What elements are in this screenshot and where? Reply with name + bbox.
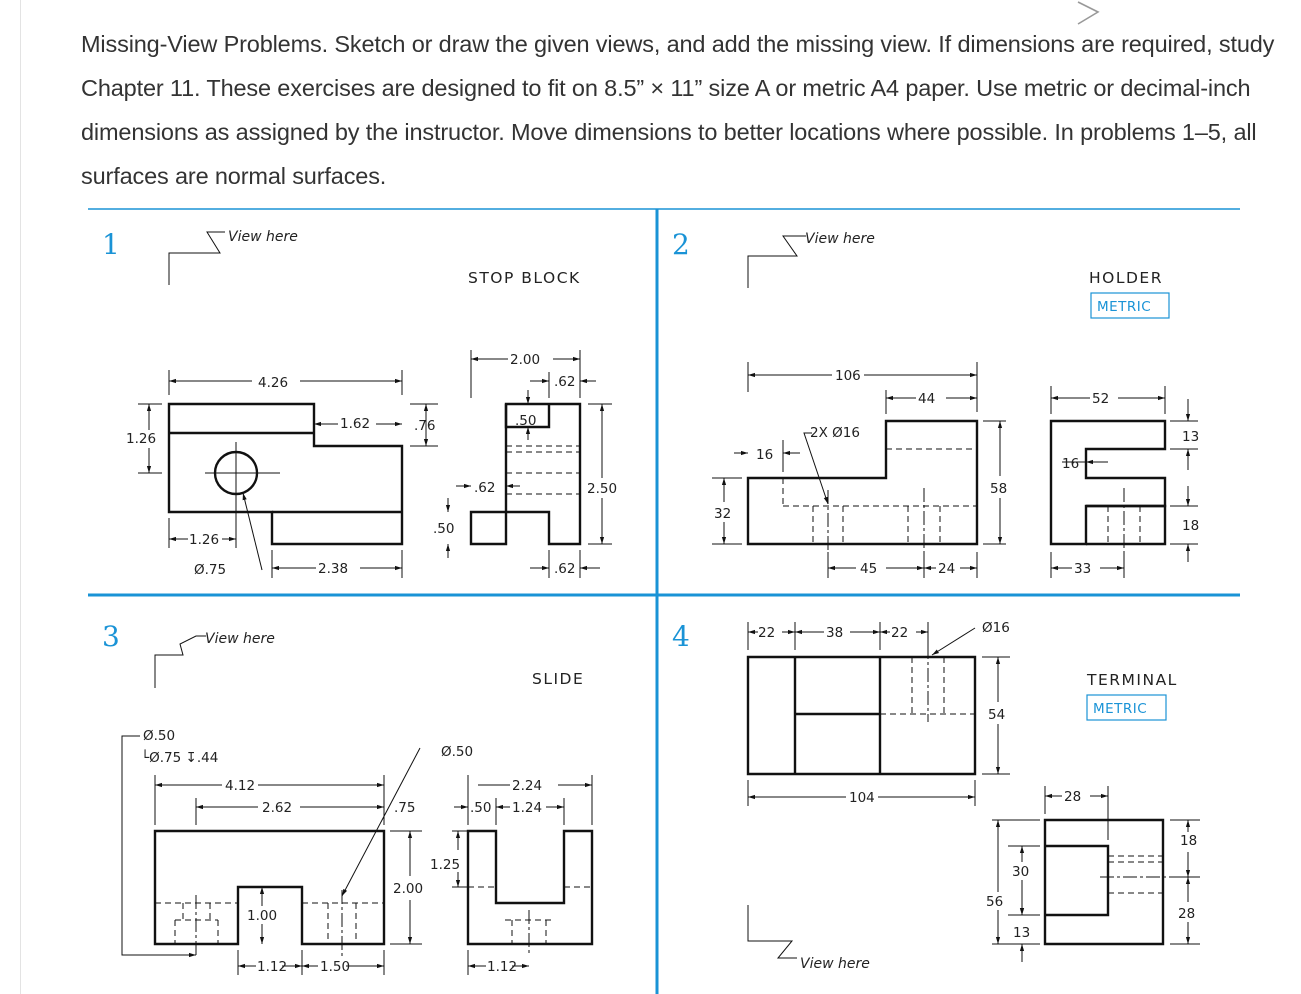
p4-dim-38: 38 <box>826 625 844 641</box>
problem-1-view-here: View here <box>228 229 298 245</box>
drawing-line <box>748 905 797 958</box>
drawing-line <box>243 493 262 570</box>
p3-dim-hole2: └Ø.75 ↧.44 <box>141 750 219 766</box>
p4-dim-104: 104 <box>849 790 875 806</box>
p3-dim-hole1: Ø.50 <box>143 728 176 744</box>
p1-dim-62b: .62 <box>474 480 496 496</box>
problem-instructions: Missing-View Problems. Sketch or draw the given views, and add the missing view. If dimensions are required, study Chapter 11. These exercises are designed to fit on 8.5” × 11” size A or metric A4 paper. Use metric or decimal-inch dimensions as assigned by the instructor. Move dimensions to better locations where possible. In problems 1–5, all surfaces are normal surfaces. <box>81 31 1275 189</box>
drawing-line <box>1045 820 1163 944</box>
p3-dim-112b: 1.12 <box>487 959 518 975</box>
figure-grid <box>88 209 1240 994</box>
p3-dim-150: 1.50 <box>320 959 351 975</box>
drawing-line <box>1086 506 1165 544</box>
problem-2-view-here: View here <box>805 231 875 247</box>
problem-3-number: 3 <box>102 620 120 653</box>
drawing-line <box>155 636 206 688</box>
p3-dim-124: 1.24 <box>512 800 543 816</box>
p2-dim-13: 13 <box>1182 429 1200 445</box>
p3-dim-262: 2.62 <box>262 800 293 816</box>
problem-2 <box>672 228 1199 578</box>
p1-dim-250: 2.50 <box>587 481 618 497</box>
p4-dim-28: 28 <box>1064 789 1082 805</box>
p2-dim-32: 32 <box>714 506 732 522</box>
p2-dim-24: 24 <box>938 561 956 577</box>
p1-dim-200: 2.00 <box>510 352 541 368</box>
p3-dim-224: 2.24 <box>512 778 543 794</box>
p1-dim-162: 1.62 <box>340 416 371 432</box>
problem-4-title: TERMINAL <box>1087 671 1178 689</box>
drawing-line <box>804 433 828 504</box>
p3-dim-100: 1.00 <box>247 908 278 924</box>
problem-2-title: HOLDER <box>1089 269 1163 287</box>
problem-1-title: STOP BLOCK <box>468 269 581 287</box>
p2-dim-18: 18 <box>1182 518 1200 534</box>
p2-dim-16b: 16 <box>1062 456 1080 472</box>
p4-dim-22b: 22 <box>891 625 909 641</box>
p2-dim-45: 45 <box>860 561 878 577</box>
p4-dim-13: 13 <box>1013 925 1031 941</box>
p3-dim-412: 4.12 <box>225 778 256 794</box>
drawing-line <box>342 748 420 896</box>
drawing-line <box>932 628 975 655</box>
drawing-line <box>169 232 225 285</box>
problem-3-title: SLIDE <box>532 670 585 688</box>
p4-dim-54: 54 <box>988 707 1006 723</box>
problem-4-number: 4 <box>672 620 690 653</box>
drawing-line <box>748 421 977 544</box>
problem-2-metric: METRIC <box>1097 299 1152 315</box>
p4-dim-dia16: Ø16 <box>982 620 1010 636</box>
drawing-line <box>155 831 384 944</box>
p4-dim-18: 18 <box>1180 833 1198 849</box>
p3-dim-50: .50 <box>470 800 492 816</box>
p1-dim-x126: 1.26 <box>189 532 220 548</box>
p3-dim-200: 2.00 <box>393 881 424 897</box>
p2-dim-holes: 2X Ø16 <box>810 425 860 441</box>
p1-dim-50b: .50 <box>433 521 455 537</box>
p1-dim-62a: .62 <box>554 374 576 390</box>
p3-dim-112: 1.12 <box>257 959 288 975</box>
p2-dim-52: 52 <box>1092 391 1110 407</box>
p2-dim-33: 33 <box>1074 561 1092 577</box>
drawing-line <box>1045 846 1108 915</box>
p4-dim-22a: 22 <box>758 625 776 641</box>
p3-dim-125: 1.25 <box>430 857 461 873</box>
p2-dim-58: 58 <box>990 481 1008 497</box>
drawing-line <box>468 831 592 944</box>
p3-dim-75: .75 <box>394 800 416 816</box>
p4-dim-30: 30 <box>1012 864 1030 880</box>
p1-dim-dia75: Ø.75 <box>194 562 227 578</box>
p1-dim-62c: .62 <box>554 561 576 577</box>
problem-4-metric: METRIC <box>1093 701 1148 717</box>
problem-3 <box>102 620 592 975</box>
problem-4 <box>672 620 1200 972</box>
p1-dim-50a: .50 <box>515 413 537 429</box>
p3-dim-dia50: Ø.50 <box>441 744 474 760</box>
p1-dim-426: 4.26 <box>258 375 289 391</box>
p2-dim-44: 44 <box>918 391 936 407</box>
p2-dim-16: 16 <box>756 447 774 463</box>
problem-1 <box>102 228 617 578</box>
p1-dim-76: .76 <box>414 418 436 434</box>
p1-dim-126: 1.26 <box>126 431 157 447</box>
p4-dim-28b: 28 <box>1178 906 1196 922</box>
problem-3-view-here: View here <box>205 631 275 647</box>
drawing-line <box>748 236 806 288</box>
problem-4-view-here: View here <box>800 956 870 972</box>
drawing-line <box>122 736 196 955</box>
drawing-line <box>748 657 975 774</box>
problem-1-number: 1 <box>102 228 120 261</box>
problem-2-number: 2 <box>672 228 690 261</box>
p4-dim-56: 56 <box>986 894 1004 910</box>
p1-dim-238: 2.38 <box>318 561 349 577</box>
drawing-line <box>1051 421 1165 544</box>
p2-dim-106: 106 <box>835 368 861 384</box>
